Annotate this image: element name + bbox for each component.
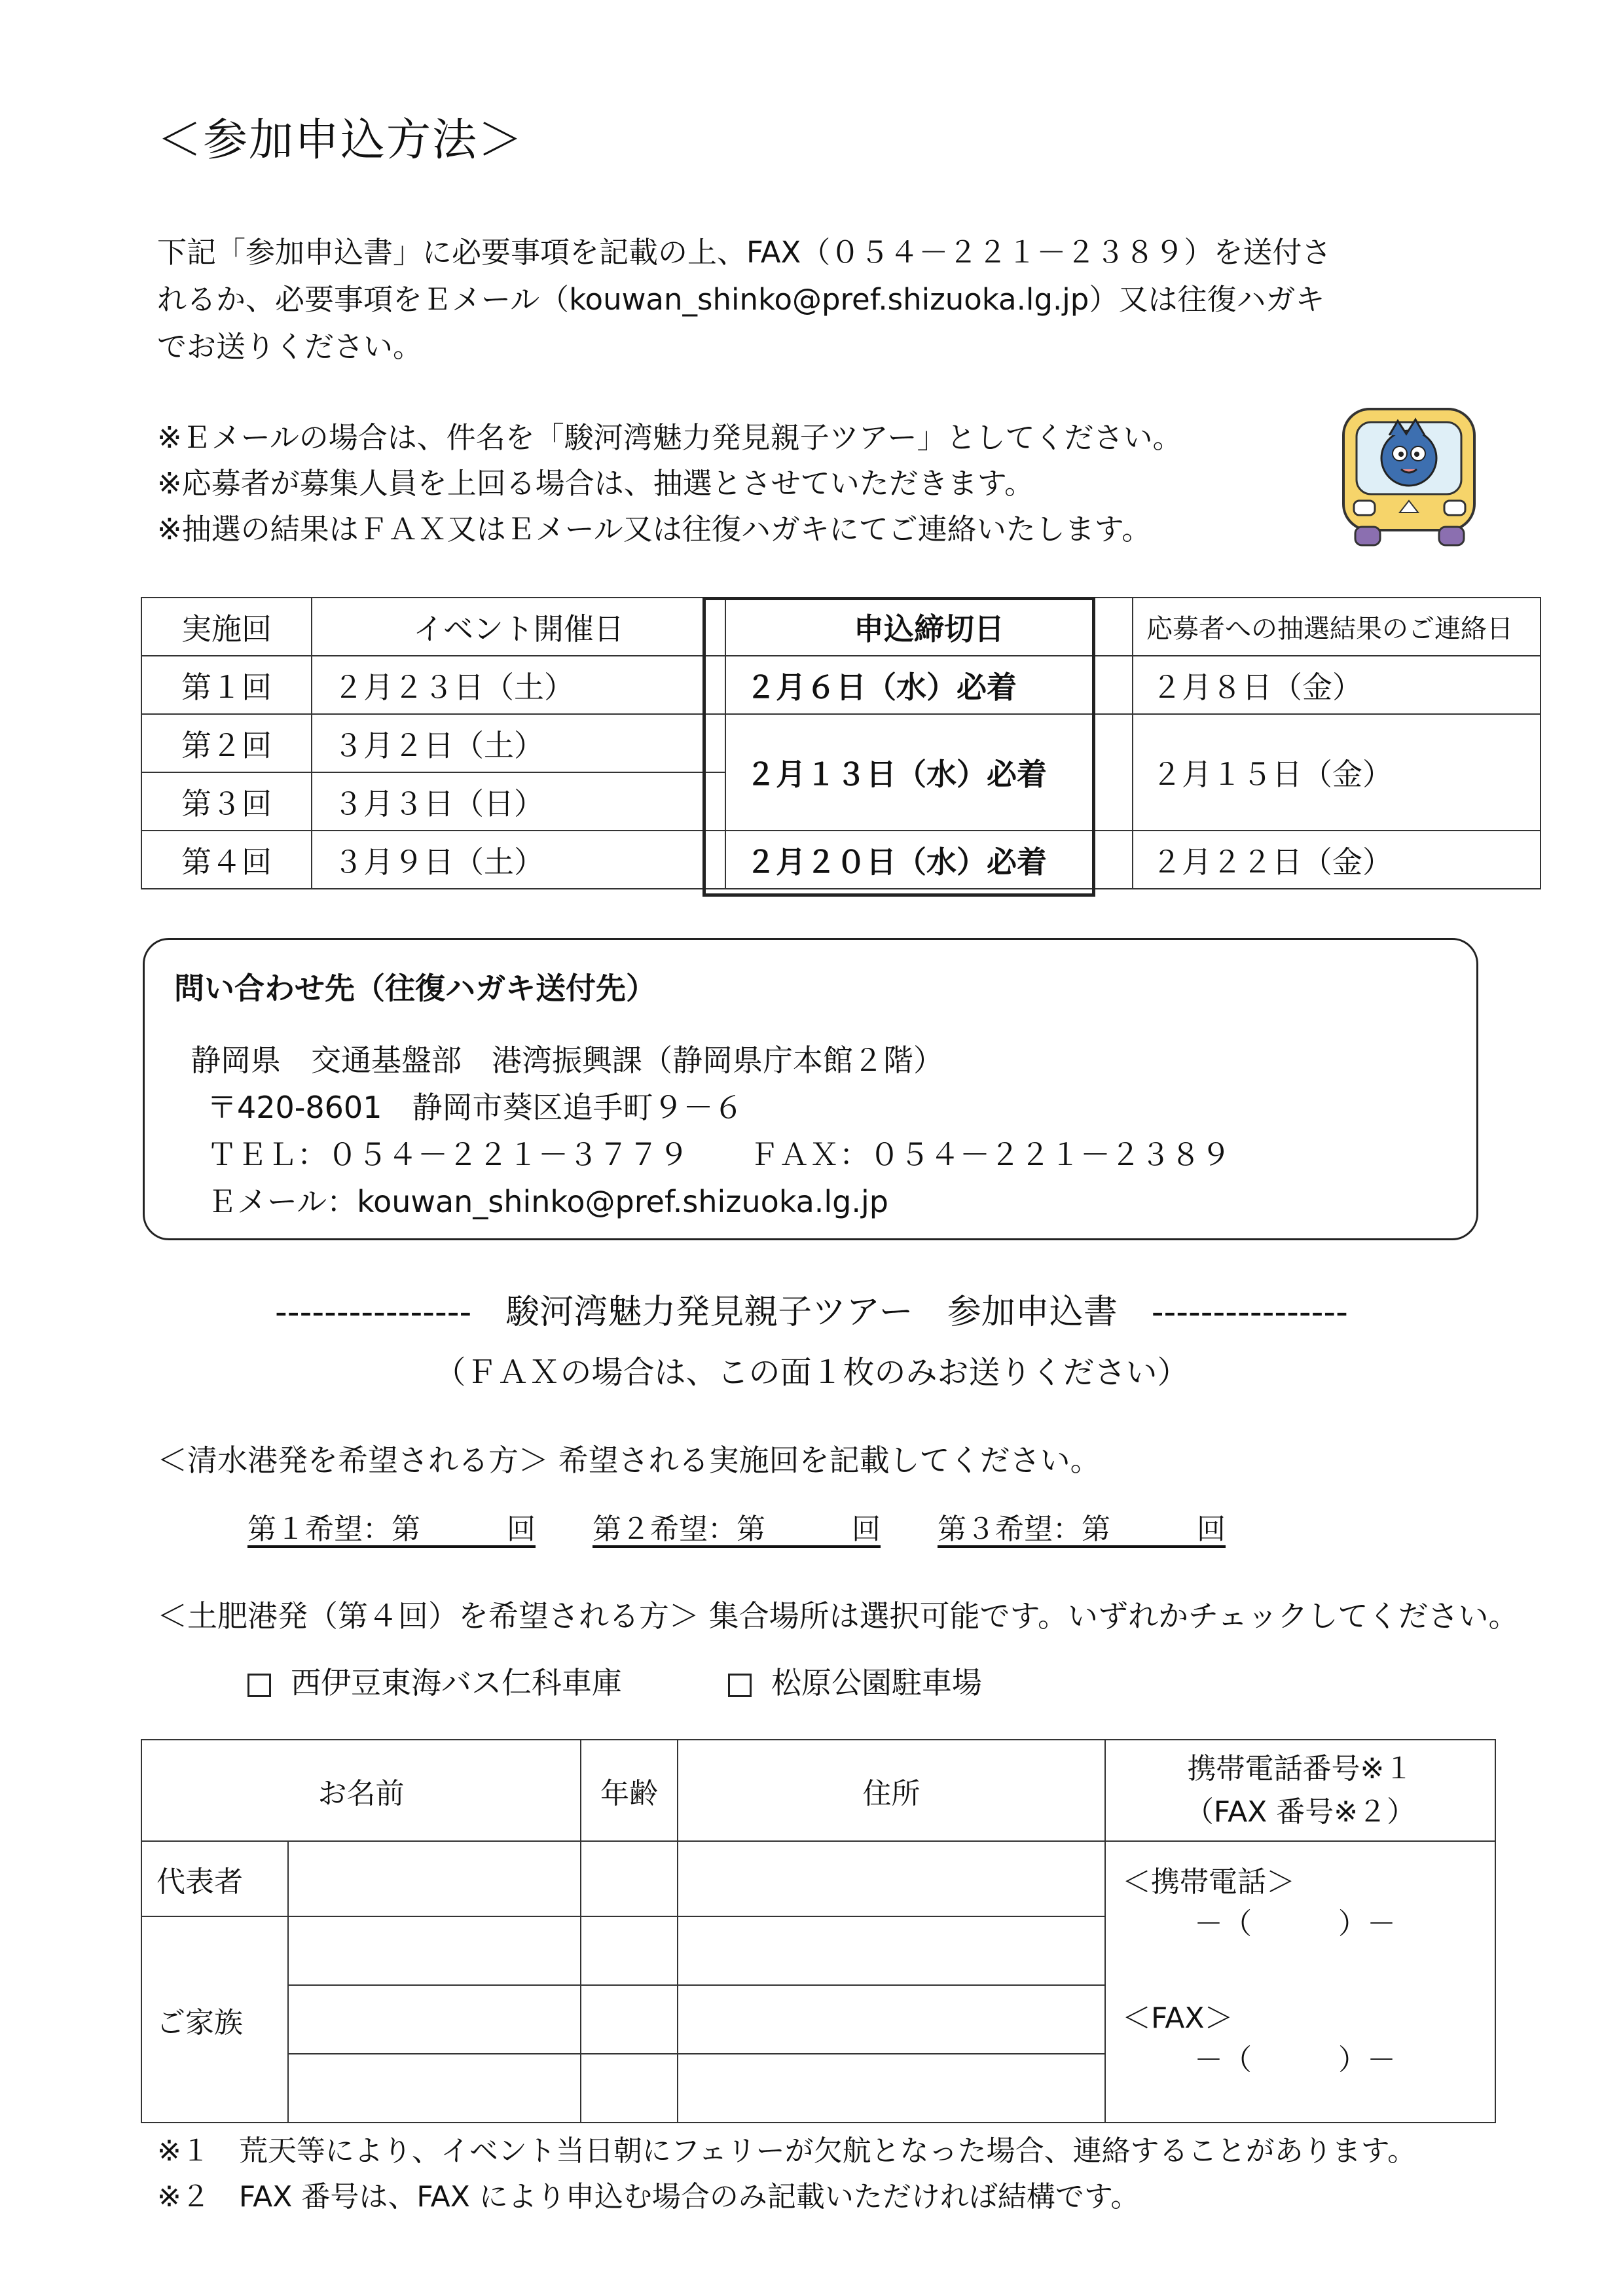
meeting-option-nishina[interactable] bbox=[247, 1659, 622, 1702]
meeting-option-label: 松原公園駐車場 bbox=[771, 1665, 982, 1700]
event-date-cell: ３月２日（土） bbox=[312, 714, 725, 772]
intro-line-1: 下記「参加申込書」に必要事項を記載の上、FAX（０５４－２２１－２３８９）を送付さ bbox=[157, 235, 1332, 270]
form-title: ---------------- 駿河湾魅力発見親子ツアー 参加申込書 ---------------- bbox=[275, 1293, 1348, 1332]
note-result: ※抽選の結果はＦＡＸ又はＥメール又は往復ハガキにてご連絡いたします。 bbox=[157, 512, 1152, 547]
family-name-field[interactable] bbox=[288, 2054, 581, 2123]
notice-date-cell-merged: ２月１５日（金） bbox=[1133, 714, 1541, 831]
family-age-field[interactable] bbox=[581, 2054, 678, 2123]
contact-heading: 問い合わせ先（往復ハガキ送付先） bbox=[174, 971, 656, 1006]
schedule-table bbox=[141, 597, 1541, 889]
family-name-field[interactable] bbox=[288, 1985, 581, 2054]
contact-number-cell[interactable] bbox=[1105, 1841, 1495, 2123]
event-date-cell: ３月３日（日） bbox=[312, 772, 725, 831]
checkbox[interactable] bbox=[247, 1674, 271, 1697]
rep-age-field[interactable] bbox=[581, 1841, 678, 1916]
representative-label: 代表者 bbox=[141, 1841, 288, 1916]
page-title: ＜参加申込方法＞ bbox=[157, 115, 524, 166]
header-event-date: イベント開催日 bbox=[312, 598, 725, 656]
header-age: 年齢 bbox=[581, 1740, 678, 1841]
family-address-field[interactable] bbox=[678, 1985, 1105, 2054]
mobile-label: ＜携帯電話＞ bbox=[1122, 1865, 1295, 1899]
shimizu-section-label: ＜清水港発を希望される方＞ 希望される実施回を記載してください。 bbox=[157, 1443, 1101, 1478]
header-address: 住所 bbox=[678, 1740, 1105, 1841]
round-cell: 第２回 bbox=[141, 714, 312, 772]
round-cell: 第１回 bbox=[141, 656, 312, 714]
bus-mascot-illustration bbox=[1336, 396, 1483, 553]
deadline-cell: ２月２０日（水）必着 bbox=[725, 831, 1133, 889]
mobile-number-blank[interactable]: －（ ）－ bbox=[1194, 1907, 1396, 1941]
checkbox[interactable] bbox=[728, 1674, 752, 1697]
footnote-2: ※２ FAX 番号は、FAX により申込む場合のみ記載いただければ結構です。 bbox=[157, 2180, 1140, 2214]
application-form-table bbox=[141, 1739, 1496, 2123]
family-age-field[interactable] bbox=[581, 1985, 678, 2054]
header-phone-line: 携帯電話番号※１ bbox=[1187, 1751, 1413, 1785]
toi-section-label: ＜土肥港発（第４回）を希望される方＞ 集合場所は選択可能です。いずれかチェックしてください。 bbox=[157, 1598, 1519, 1634]
meeting-option-label: 西伊豆東海バス仁科車庫 bbox=[291, 1665, 622, 1700]
schedule-row bbox=[141, 656, 1541, 714]
contact-org: 静岡県 交通基盤部 港湾振興課（静岡県庁本館２階） bbox=[191, 1043, 943, 1078]
choice-1-field[interactable]: 第１希望：第 回 bbox=[247, 1513, 536, 1546]
form-header-row bbox=[141, 1740, 1495, 1841]
schedule-row bbox=[141, 714, 1541, 772]
family-name-field[interactable] bbox=[288, 1916, 581, 1985]
deadline-cell-merged: ２月１３日（水）必着 bbox=[725, 714, 1133, 831]
header-deadline: 申込締切日 bbox=[725, 598, 1133, 656]
note-email-subject: ※Ｅメールの場合は、件名を「駿河湾魅力発見親子ツアー」としてください。 bbox=[157, 420, 1182, 455]
deadline-cell: ２月６日（水）必着 bbox=[725, 656, 1133, 714]
header-phone bbox=[1105, 1740, 1495, 1841]
contact-address: 〒420-8601 静岡市葵区追手町９－６ bbox=[207, 1090, 744, 1125]
header-notice-date: 応募者への抽選結果のご連絡日 bbox=[1133, 598, 1541, 656]
round-cell: 第４回 bbox=[141, 831, 312, 889]
choice-3-field[interactable]: 第３希望：第 回 bbox=[938, 1513, 1226, 1546]
contact-box bbox=[143, 938, 1478, 1240]
contact-email: Ｅメール：kouwan_shinko@pref.shizuoka.lg.jp bbox=[207, 1184, 888, 1219]
choice-2-field[interactable]: 第２希望：第 回 bbox=[593, 1513, 881, 1546]
meeting-option-matsubara[interactable] bbox=[728, 1659, 982, 1702]
header-round: 実施回 bbox=[141, 598, 312, 656]
family-age-field[interactable] bbox=[581, 1916, 678, 1985]
form-subtitle: （ＦＡＸの場合は、この面１枚のみお送りください） bbox=[434, 1354, 1189, 1391]
header-name: お名前 bbox=[141, 1740, 581, 1841]
family-label: ご家族 bbox=[141, 1916, 288, 2123]
schedule-header-row bbox=[141, 598, 1541, 656]
round-cell: 第３回 bbox=[141, 772, 312, 831]
intro-line-3: でお送りください。 bbox=[157, 329, 423, 364]
schedule-row bbox=[141, 831, 1541, 889]
fax-number-blank[interactable]: －（ ）－ bbox=[1194, 2043, 1396, 2077]
rep-address-field[interactable] bbox=[678, 1841, 1105, 1916]
representative-row bbox=[141, 1841, 1495, 1916]
fax-label: ＜FAX＞ bbox=[1122, 2001, 1233, 2035]
event-date-cell: ２月２３日（土） bbox=[312, 656, 725, 714]
contact-tel-fax: ＴＥＬ：０５４－２２１－３７７９ ＦＡＸ：０５４－２２１－２３８９ bbox=[207, 1137, 1231, 1172]
notice-date-cell: ２月８日（金） bbox=[1133, 656, 1541, 714]
notice-date-cell: ２月２２日（金） bbox=[1133, 831, 1541, 889]
note-lottery: ※応募者が募集人員を上回る場合は、抽選とさせていただきます。 bbox=[157, 466, 1034, 501]
footnote-1: ※１ 荒天等により、イベント当日朝にフェリーが欠航となった場合、連絡することがあります。 bbox=[157, 2134, 1417, 2168]
family-address-field[interactable] bbox=[678, 2054, 1105, 2123]
intro-line-2: れるか、必要事項をＥメール（kouwan_shinko@pref.shizuoka.lg.jp）又は往復ハガキ bbox=[157, 282, 1325, 317]
event-date-cell: ３月９日（土） bbox=[312, 831, 725, 889]
family-address-field[interactable] bbox=[678, 1916, 1105, 1985]
header-fax-line: （FAX 番号※２） bbox=[1184, 1795, 1416, 1829]
rep-name-field[interactable] bbox=[288, 1841, 581, 1916]
